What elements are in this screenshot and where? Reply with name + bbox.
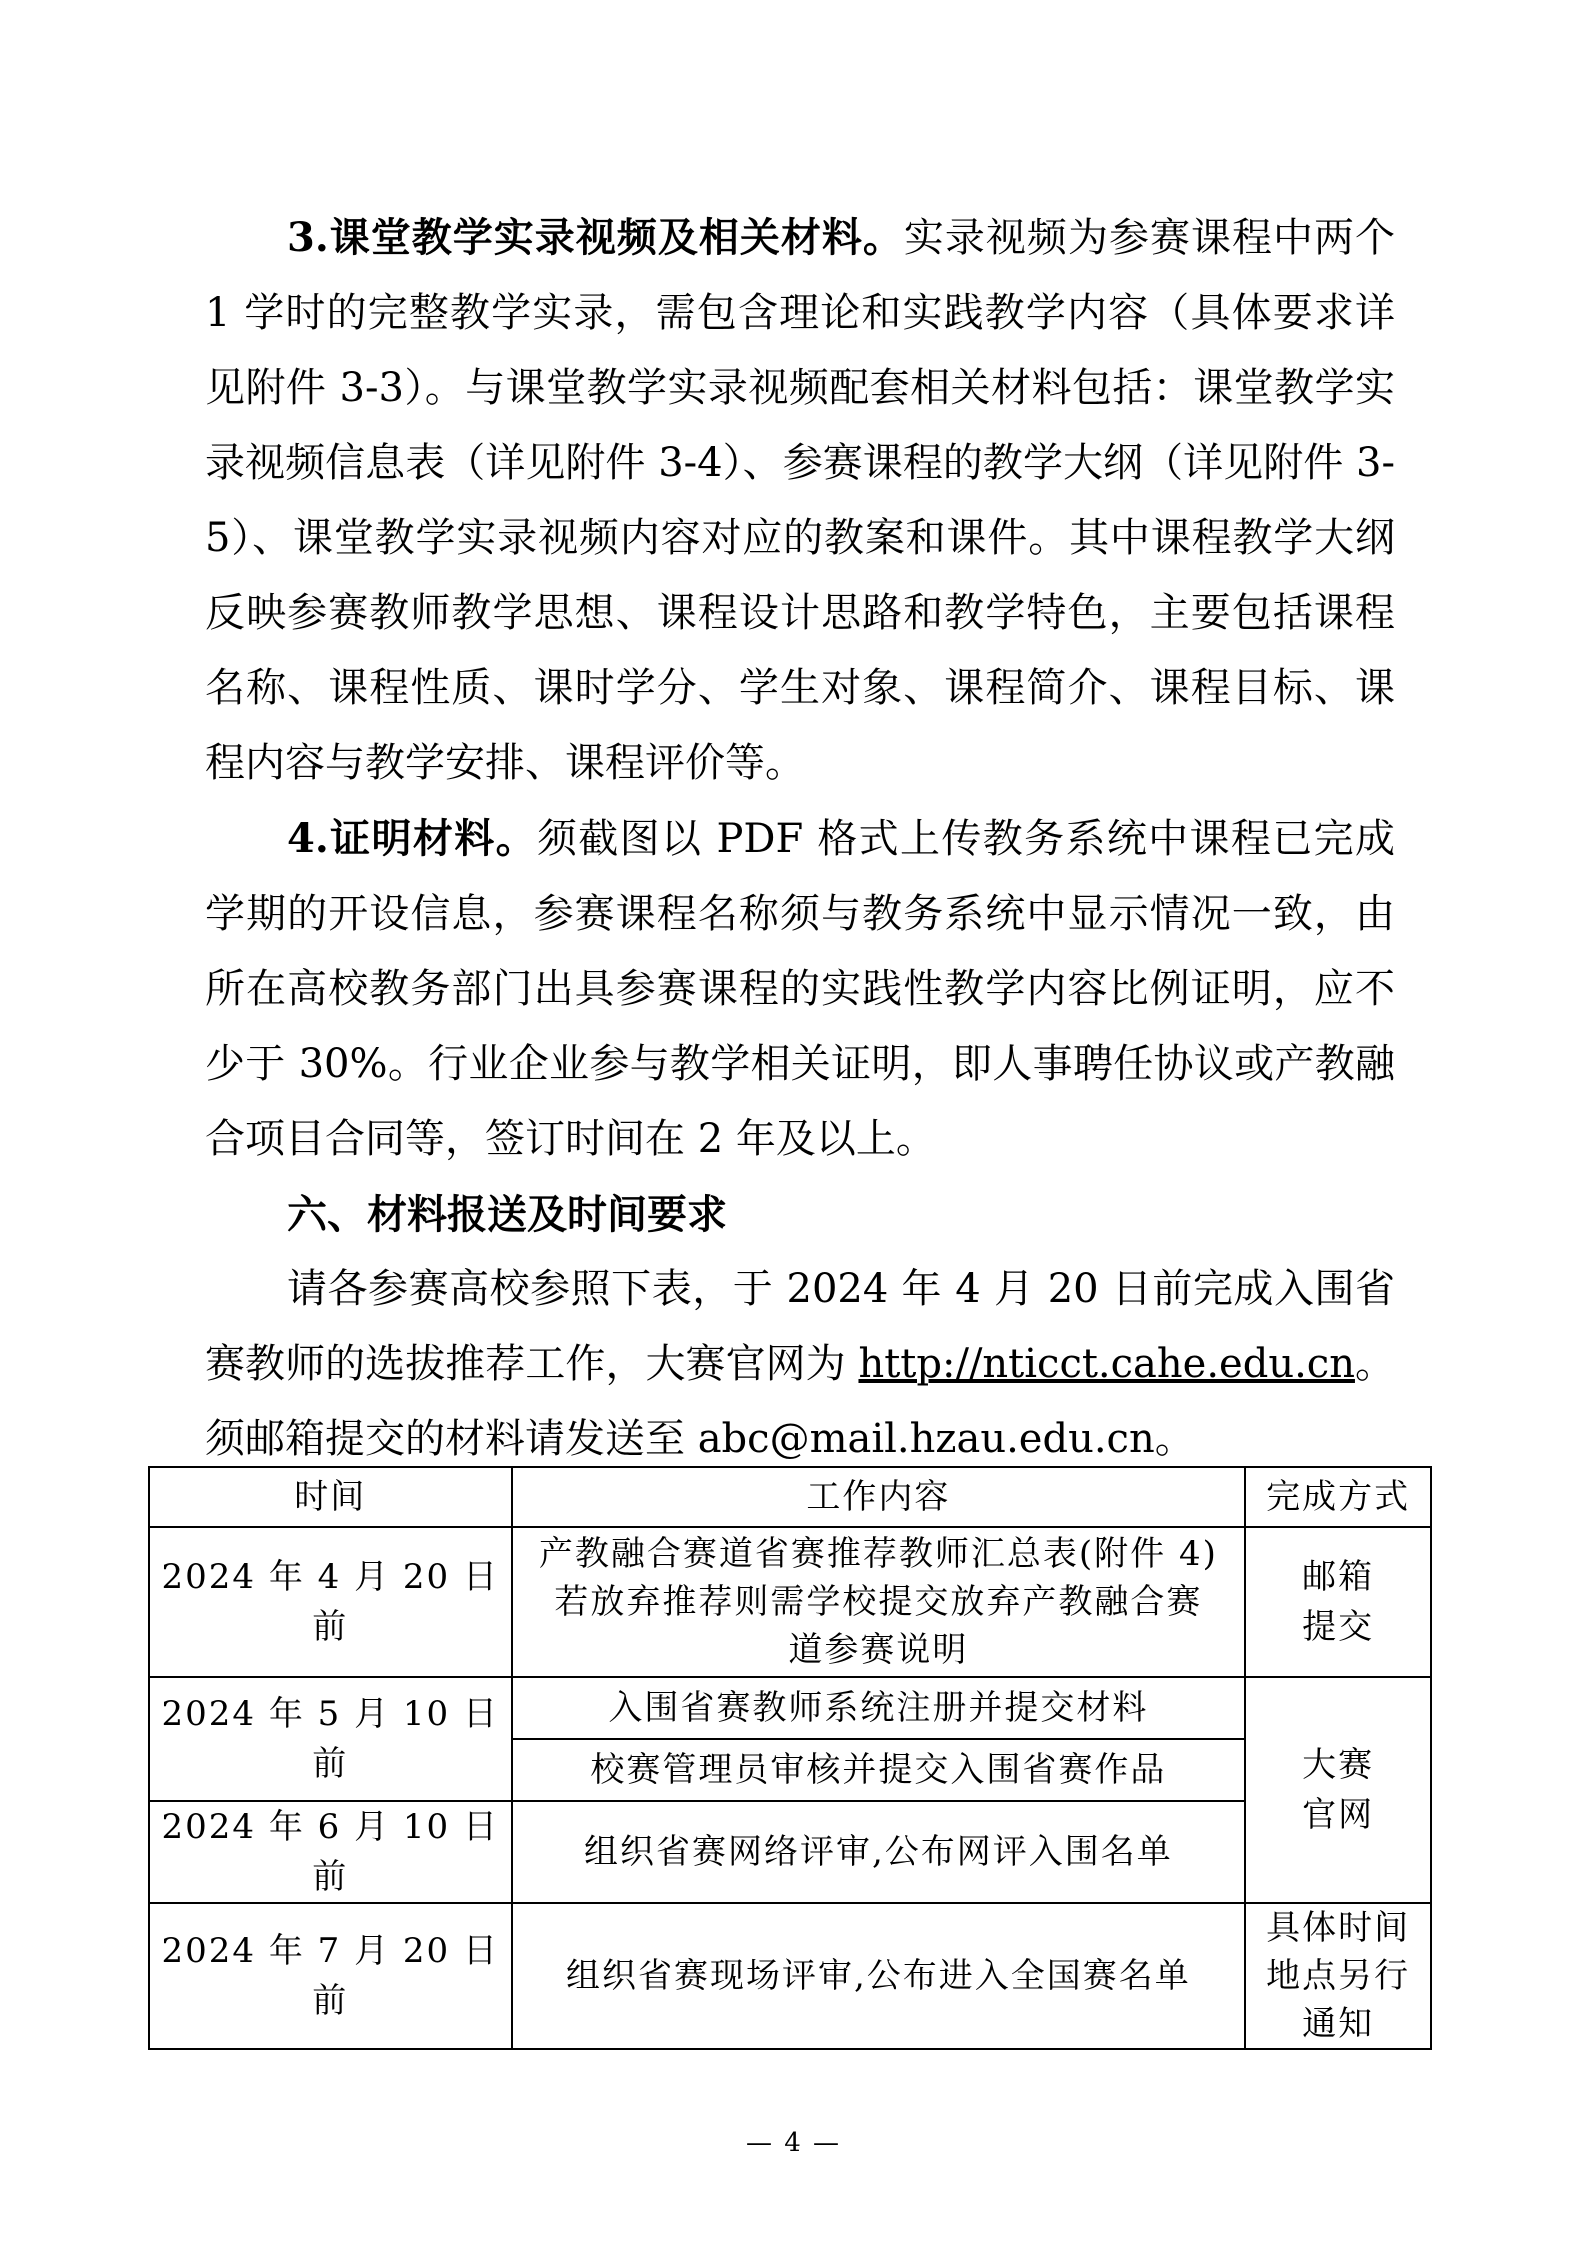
table-row bbox=[149, 1903, 1431, 2049]
paragraph-3 bbox=[205, 200, 1395, 801]
header-content: 工作内容 bbox=[512, 1467, 1246, 1527]
row1-content-line2: 若放弃推荐则需学校提交放弃产教融合赛 bbox=[554, 1582, 1203, 1622]
row2-date: 2024 年 5 月 10 日前 bbox=[149, 1677, 512, 1801]
section-heading: 六、材料报送及时间要求 bbox=[287, 1191, 727, 1238]
paragraph-3-heading: 3.课堂教学实录视频及相关材料。 bbox=[287, 214, 904, 261]
row1-method: 邮箱 提交 bbox=[1245, 1527, 1431, 1677]
table-header-row bbox=[149, 1467, 1431, 1527]
paragraph-4-text: 须截图以 PDF 格式上传教务系统中课程已完成学期的开设信息，参赛课程名称须与教务系统中显示情况一致，由所在高校教务部门出具参赛课程的实践性教学内容比例证明，应不少于 30%。行业企业参与教学相关证明，即人事聘任协议或产教融合项目合同等，签订时间在 2 年及以上。 bbox=[205, 816, 1395, 1162]
row2-content-a: 入围省赛教师系统注册并提交材料 bbox=[512, 1677, 1246, 1739]
paragraph-3-text: 实录视频为参赛课程中两个 1 学时的完整教学实录，需包含理论和实践教学内容（具体要求详见附件 3-3）。与课堂教学实录视频配套相关材料包括：课堂教学实录视频信息表（详见附件 3-4）、参赛课程的教学大纲（详见附件 3-5）、课堂教学实录视频内容对应的教案和课件。其中课程教学大纲反映参赛教师教学思想、课程设计思路和教学特色，主要包括课程名称、课程性质、课时学分、学生对象、课程简介、课程目标、课程内容与教学安排、课程评价等。 bbox=[205, 215, 1396, 786]
document-body bbox=[205, 200, 1395, 1477]
row4-date: 2024 年 7 月 20 日前 bbox=[149, 1903, 512, 2049]
row4-content: 组织省赛现场评审,公布进入全国赛名单 bbox=[512, 1903, 1246, 2049]
row4-method: 具体时间 地点另行 通知 bbox=[1245, 1903, 1431, 2049]
row2-method: 大赛 官网 bbox=[1245, 1677, 1431, 1903]
schedule-table bbox=[148, 1466, 1432, 2050]
row3-date: 2024 年 6 月 10 日前 bbox=[149, 1801, 512, 1903]
row1-date: 2024 年 4 月 20 日前 bbox=[149, 1527, 512, 1677]
header-method: 完成方式 bbox=[1245, 1467, 1431, 1527]
row1-content-line1: 产教融合赛道省赛推荐教师汇总表(附件 4) bbox=[538, 1534, 1218, 1574]
table-row bbox=[149, 1801, 1431, 1903]
paragraph-6-text-a: 请各参赛高校参照下表，于 2024 年 4 月 20 日前完成入围省赛教师的选拔推荐工作，大赛官网为 bbox=[205, 1266, 1395, 1387]
row1-content-line3: 道参赛说明 bbox=[788, 1630, 969, 1670]
paragraph-6 bbox=[205, 1252, 1395, 1477]
official-website-link[interactable]: http://nticct.cahe.edu.cn bbox=[858, 1341, 1355, 1387]
paragraph-6-text-b: 。须邮箱提交的材料请发送至 abc@mail.hzau.edu.cn。 bbox=[205, 1341, 1395, 1462]
row3-content: 组织省赛网络评审,公布网评入围名单 bbox=[512, 1801, 1246, 1903]
row1-content bbox=[512, 1527, 1246, 1677]
header-time: 时间 bbox=[149, 1467, 512, 1527]
page-number: — 4 — bbox=[745, 2128, 842, 2158]
table-row bbox=[149, 1677, 1431, 1739]
paragraph-4-heading: 4.证明材料。 bbox=[287, 815, 537, 862]
row2-content-b: 校赛管理员审核并提交入围省赛作品 bbox=[512, 1739, 1246, 1801]
table-row bbox=[149, 1527, 1431, 1677]
paragraph-4 bbox=[205, 801, 1395, 1177]
